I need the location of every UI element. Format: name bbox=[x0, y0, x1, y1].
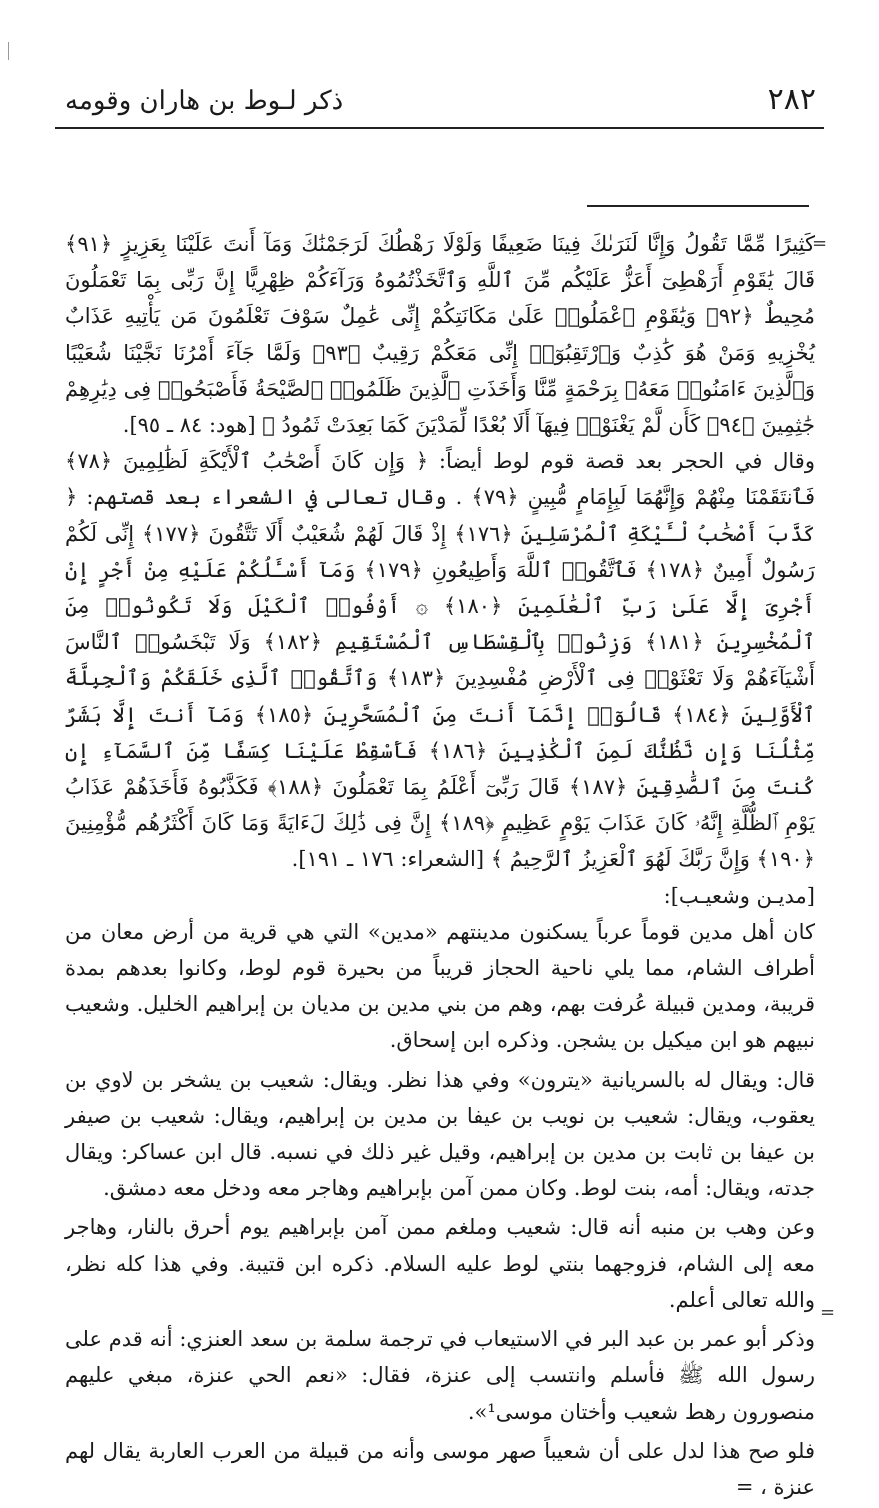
page-number: ٢٨٢ bbox=[767, 82, 816, 117]
section-heading: [مديـن وشعيـب]: bbox=[663, 883, 815, 908]
footnote-separator-rule bbox=[587, 205, 809, 207]
paragraph-lineage: قال: ويقال له بالسريانية «يترون» وفي هذا نظر. ويقال: شعيب بن يشخر بن لاوي بن يعقوب، ويقال: شعيب بن نويب بن عيفا بن مدين بن إبراهيم، ويقال: شعيب بن صيفر بن عيفا بن ثابت بن مدين بن إبراهيم، وقيل غير ذلك في نسبه. قال ابن عساكر: ويقال جدته، ويقال: أمه، بنت لوط. وكان ممن آمن بإبراهيم وهاجر معه ودخل معه دمشق. bbox=[65, 1067, 815, 1201]
paragraph-madyan: كان أهل مدين قوماً عرباً يسكنون مدينتهم «مدين» التي هي قرية من أرض معان من أطراف الشام، مما يلي ناحية الحجاز قريباً من بحيرة قوم لوط، وكانوا بعدهم بمدة قريبة، ومدين قبيلة عُرفت بهم، وهم من بني مدين بن مديان بن إبراهيم الخليل. وشعيب نبيهم هو ابن ميكيل بن يشجن. وذكره ابن إسحاق. bbox=[65, 919, 815, 1053]
quran-passage-hud: كَثِيرًا مِّمَّا تَقُولُ وَإِنَّا لَنَرَىٰكَ فِينَا ضَعِيفًا وَلَوْلَا رَهْطُكَ لَرَجَمْنَٰكَ وَمَآ أَنتَ عَلَيْنَا بِعَزِيزٍ ﴿٩١﴾ قَالَ يَٰقَوْمِ أَرَهْطِىٓ أَعَزُّ عَلَيْكُم مِّنَ ٱللَّهِ وَٱتَّخَذْتُمُوهُ وَرَآءَكُمْ ظِهْرِيًّا إِنَّ رَبِّى بِمَا تَعْمَلُونَ مُحِيطٌ ﴿٩٢﴾ وَيَٰقَوْمِ ٱعْمَلُوا۟ عَلَىٰ مَكَانَتِكُمْ إِنِّى عَٰمِلٌ سَوْفَ تَعْلَمُونَ مَن يَأْتِيهِ عَذَابٌ يُخْزِيهِ وَمَنْ هُوَ كَٰذِبٌ وَٱرْتَقِبُوٓا۟ إِنِّى مَعَكُمْ رَقِيبٌ ﴿٩٣﴾ وَلَمَّا جَآءَ أَمْرُنَا نَجَّيْنَا شُعَيْبًا وَٱلَّذِينَ ءَامَنُوا۟ مَعَهُۥ بِرَحْمَةٍ مِّنَّا وَأَخَذَتِ ٱلَّذِينَ ظَلَمُوا۟ ٱلصَّيْحَةُ فَأَصْبَحُوا۟ فِى دِيَٰرِهِمْ جَٰثِمِينَ ﴿٩٤﴾ كَأَن لَّمْ يَغْنَوْا۟ فِيهَآ أَلَا بُعْدًا لِّمَدْيَنَ كَمَا بَعِدَتْ ثَمُودُ ﴾ [هود: ٨٤ ـ ٩٥]. bbox=[65, 232, 816, 438]
scan-mark bbox=[8, 42, 9, 60]
paragraph-istiab: وذكر أبو عمر بن عبد البر في الاستيعاب في ترجمة سلمة بن سعد العنزي: أنه قدم على رسول الله ﷺ فأسلم وانتسب إلى عنزة، فقال: «نعم الحي عنزة، مبغي عليهم منصورون رهط شعيب وأختان موسى¹». bbox=[65, 1327, 815, 1424]
header-rule bbox=[55, 127, 824, 129]
page-header bbox=[55, 82, 824, 122]
paragraph-wahb: وعن وهب بن منبه أنه قال: شعيب وملغم ممن آمن بإبراهيم يوم أحرق بالنار، وهاجر معه إلى الشام، فزوجهما بنتي لوط عليه السلام. ذكره ابن قتيبة. وفي هذا كله نظر، والله تعالى أعلم. bbox=[65, 1215, 815, 1312]
margin-mark-bottom: = bbox=[820, 1302, 836, 1323]
margin-mark-top: = bbox=[812, 233, 828, 254]
paragraph-conclusion: فلو صح هذا لدل على أن شعيباً صهر موسى وأنه من قبيلة من العرب العاربة يقال لهم عنزة ، = bbox=[65, 1438, 815, 1499]
running-title: ذكر لـوط بن هاران وقومه bbox=[65, 86, 344, 116]
body-text bbox=[65, 226, 815, 1508]
quran-passage-hijr-shuara: وقال في الحجر بعد قصة قوم لوط أيضاً: ﴿ وَإِن كَانَ أَصْحَٰبُ ٱلْأَيْكَةِ لَظَٰلِمِينَ ﴿٧٨﴾ فَٱنتَقَمْنَا مِنْهُمْ وَإِنَّهُمَا لَبِإِمَامٍ مُّبِينٍ ﴿٧٩﴾ . وقال تعالى في الشعراء بعد قصتهم: ﴿ كَذَّبَ أَصْحَٰبُ لْـَٔيْكَةِ ٱلْمُرْسَلِينَ ﴿١٧٦﴾ إِذْ قَالَ لَهُمْ شُعَيْبٌ أَلَا تَتَّقُونَ ﴿١٧٧﴾ إِنِّى لَكُمْ رَسُولٌ أَمِينٌ ﴿١٧٨﴾ فَٱتَّقُوا۟ ٱللَّهَ وَأَطِيعُونِ ﴿١٧٩﴾ وَمَآ أَسْـَٔلُكُمْ عَلَيْهِ مِنْ أَجْرٍ إِنْ أَجْرِىَ إِلَّا عَلَىٰ رَبِّ ٱلْعَٰلَمِينَ ﴿١٨٠﴾ ۞ أَوْفُوا۟ ٱلْكَيْلَ وَلَا تَكُونُوا۟ مِنَ ٱلْمُخْسِرِينَ ﴿١٨١﴾ وَزِنُوا۟ بِٱلْقِسْطَاسِ ٱلْمُسْتَقِيمِ ﴿١٨٢﴾ وَلَا تَبْخَسُوا۟ ٱلنَّاسَ أَشْيَآءَهُمْ وَلَا تَعْثَوْا۟ فِى ٱلْأَرْضِ مُفْسِدِينَ ﴿١٨٣﴾ وَٱتَّقُوا۟ ٱلَّذِى خَلَقَكُمْ وَٱلْجِبِلَّةَ ٱلْأَوَّلِينَ ﴿١٨٤﴾ قَالُوٓا۟ إِنَّمَآ أَنتَ مِنَ ٱلْمُسَحَّرِينَ ﴿١٨٥﴾ وَمَآ أَنتَ إِلَّا بَشَرٌ مِّثْلُنَا وَإِن نَّظُنُّكَ لَمِنَ ٱلْكَٰذِبِينَ ﴿١٨٦﴾ فَأَسْقِطْ عَلَيْنَا كِسَفًا مِّنَ ٱلسَّمَآءِ إِن كُنتَ مِنَ ٱلصَّٰدِقِينَ ﴿١٨٧﴾ قَالَ رَبِّىٓ أَعْلَمُ بِمَا تَعْمَلُونَ ﴿١٨٨﴾ فَكَذَّبُوهُ فَأَخَذَهُمْ عَذَابُ يَوْمِ ٱلظُّلَّةِ إِنَّهُۥ كَانَ عَذَابَ يَوْمٍ عَظِيمٍ ﴿١٨٩﴾ إِنَّ فِى ذَٰلِكَ لَءَايَةً وَمَا كَانَ أَكْثَرُهُم مُّؤْمِنِينَ ﴿١٩٠﴾ وَإِنَّ رَبَّكَ لَهُوَ ٱلْعَزِيزُ ٱلرَّحِيمُ ﴾ [الشعراء: ١٧٦ ـ ١٩١]. bbox=[65, 449, 816, 872]
